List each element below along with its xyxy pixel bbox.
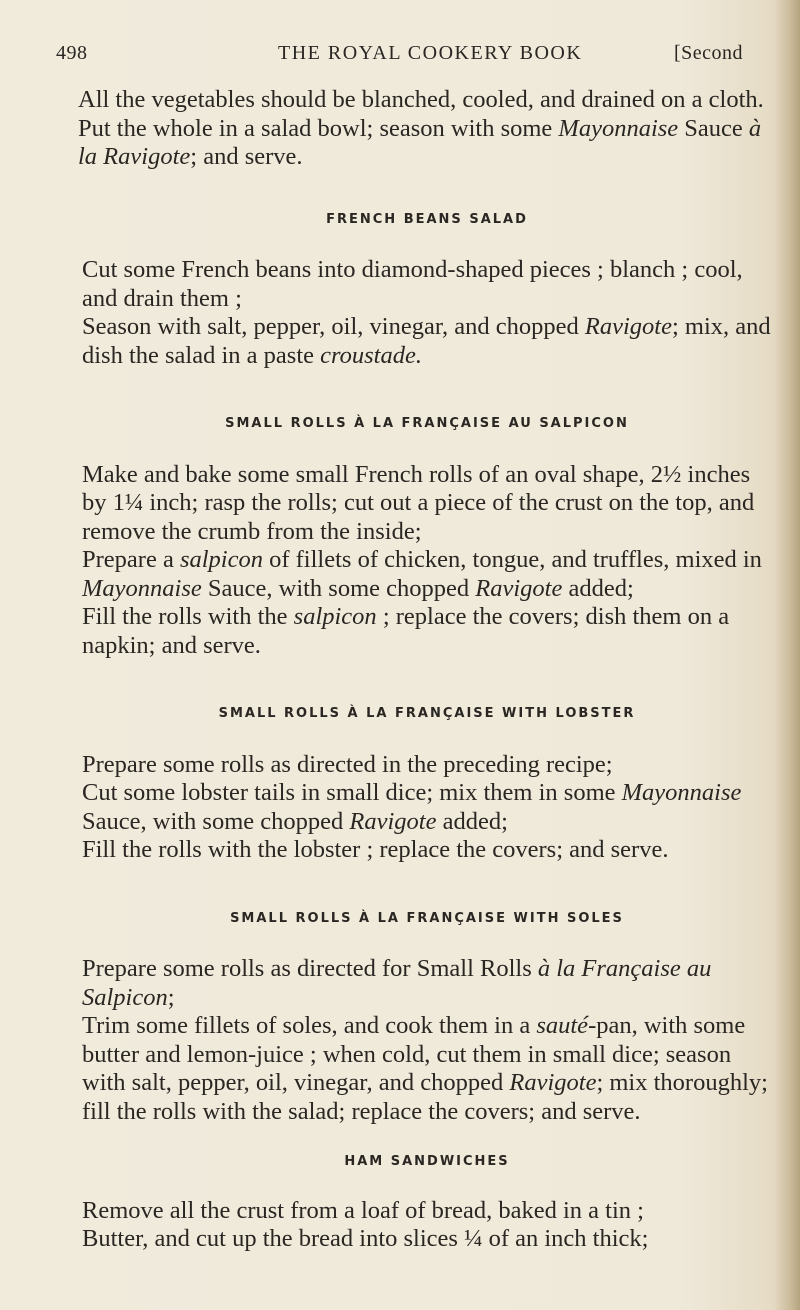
salpicon-paragraph-1: Make and bake some small French rolls of an oval shape, 2½ inches by 1¼ inch; rasp the rolls; cut out a piece of the crust on the top, and remove the crumb from the inside; [82, 460, 755, 545]
salpicon-paragraph-3: Fill the rolls with the salpicon ; replace the covers; dish them on a napkin; and serve. [82, 603, 730, 659]
soles-paragraph-2: Trim some fillets of soles, and cook them in a sauté-pan, with some butter and lemon-juice ; when cold, cut them in small dice; season with salt, pepper, oil, vinegar, and chopped Ravigote; mix thoroughly; fill the rolls with the salad; replace the covers; and serve. [82, 1012, 768, 1125]
page-number: 498 [56, 42, 88, 64]
running-part: [Second [674, 42, 744, 64]
intro-paragraph-1: All the vegetables should be blanched, cooled, and drained on a cloth. [78, 86, 764, 113]
salpicon-paragraph-2: Prepare a salpicon of fillets of chicken, tongue, and truffles, mixed in Mayonnaise Sauce, with some chopped Ravigote added; [82, 546, 762, 602]
running-title: THE ROYAL COOKERY BOOK [278, 42, 583, 64]
lobster-paragraph-2: Cut some lobster tails in small dice; mix them in some Mayonnaise Sauce, with some chopped Ravigote added; [82, 779, 742, 835]
section-title-lobster: SMALL ROLLS À LA FRANÇAISE WITH LOBSTER [218, 706, 636, 721]
intro-paragraph-2: Put the whole in a salad bowl; season with some Mayonnaise Sauce à la Ravigote; and serve. [78, 114, 762, 170]
section-title-salpicon: SMALL ROLLS À LA FRANÇAISE AU SALPICON [225, 416, 629, 431]
lobster-paragraph-1: Prepare some rolls as directed in the preceding recipe; [82, 750, 613, 778]
page-edge-shadow [774, 0, 800, 1310]
section-title-soles: SMALL ROLLS À LA FRANÇAISE WITH SOLES [230, 910, 624, 926]
french-beans-paragraph-2: Season with salt, pepper, oil, vinegar, and chopped Ravigote; mix, and dish the salad in a paste croustade. [82, 313, 771, 369]
soles-paragraph-1: Prepare some rolls as directed for Small Rolls à la Française au Salpicon; [82, 955, 712, 1011]
french-beans-paragraph-1: Cut some French beans into diamond-shaped pieces ; blanch ; cool, and drain them ; [82, 256, 743, 312]
section-title-french-beans: FRENCH BEANS SALAD [326, 211, 528, 227]
section-title-ham: HAM SANDWICHES [344, 1154, 510, 1169]
ham-paragraph-2: Butter, and cut up the bread into slices ¼ of an inch thick; [82, 1225, 649, 1252]
page-header [56, 38, 764, 72]
page-body [78, 86, 772, 1254]
lobster-paragraph-3: Fill the rolls with the lobster ; replace the covers; and serve. [82, 836, 669, 863]
ham-paragraph-1: Remove all the crust from a loaf of bread, baked in a tin ; [82, 1196, 644, 1224]
